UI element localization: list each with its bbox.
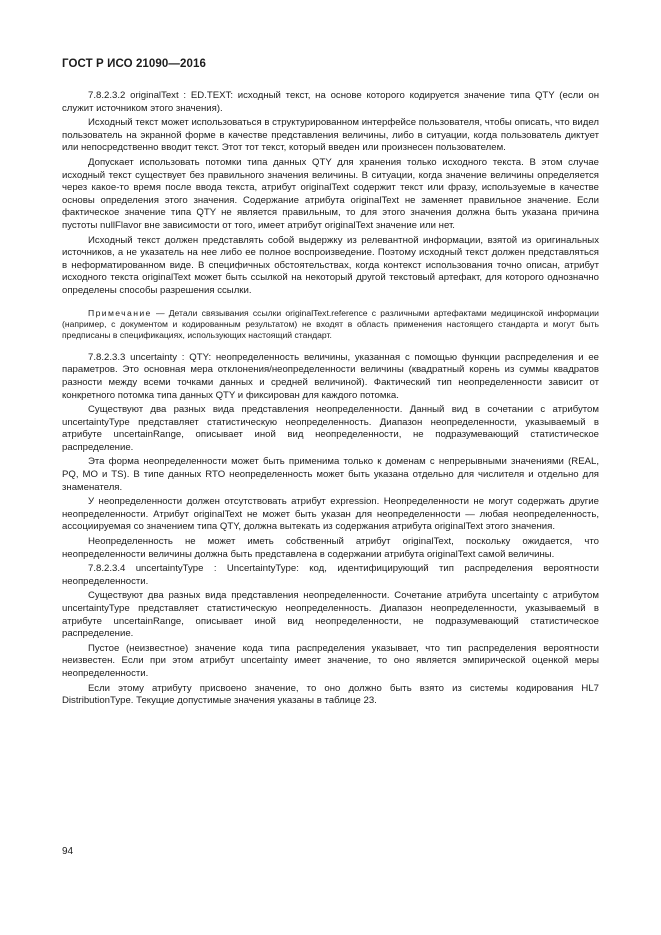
paragraph: Существуют два разных вида представления неопределенности. Данный вид в сочетании с атрибутом uncertaintyType представляет статистическую неопределенность. Диапазон неопределенности, указываемый в атрибуте uncertainRange, описывает иной вид неопределенности, не подразумевающий статистическое распределение. [62,404,599,453]
page-number: 94 [62,846,74,857]
document-body [62,90,599,710]
paragraph-uncertainty-definition: 7.8.2.3.3 uncertainty : QTY: неопределенность величины, указанная с помощью функции распределения и ее параметров. Это основная мера отклонения/неопределенности величины (квадратный корень из суммы квадратов разности между всеми точками данных и средней величиной). Фактический тип неопределенности зависит от конкретного потомка типа данных QTY и фиксирован для каждого потомка. [62,351,599,401]
note-label: Примечание [88,307,152,318]
paragraph-original-text-definition: 7.8.2.3.2 originalText : ED.TEXT: исходный текст, на основе которого кодируется значение типа QTY (если он служит источником этого значения). [62,90,599,114]
paragraph: Допускает использовать потомки типа данных QTY для хранения только исходного текста. В этом случае исходный текст существует без правильного значения величины. В ситуации, когда значение величины определяется через какое-то время после ввода текста, атрибут originalText содержит текст или фразу, используемые в качестве основы определения этого значения. Содержание атрибута originalText не заменяет правильное значение. Если фактическое значение типа QTY не является правильным, то для этого значения должна быть указана причина пустоты nullFlavor вне зависимости от того, имеет атрибут originalText значение или нет. [62,156,599,231]
paragraph: У неопределенности должен отсутствовать атрибут expression. Неопределенности не могут содержать другие неопределенности. Атрибут originalText не может быть указан для неопределенности — любая неопределенность, ассоциируемая со значением типа QTY, должна вытекать из содержания атрибута originalText этого значения. [62,496,599,533]
paragraph: Исходный текст должен представлять собой выдержку из релевантной информации, взятой из оригинальных источников, а не указатель на нее либо ее полное воспроизведение. Поэтому исходный текст должен представляться в неформатированном виде. В специфичных обстоятельствах, когда контекст использования точно описан, атрибут исходного текста originalText может быть ссылкой на некоторый другой текстовый артефакт, для которого однозначно определены способы разрешения ссылки. [62,234,599,296]
paragraph: Эта форма неопределенности может быть применима только к доменам с непрерывными значениями (REAL, PQ, MO и TS). В типе данных RTO неопределенность может быть указана отдельно для числителя и отдельно для знаменателя. [62,456,599,493]
paragraph-uncertainty-type-definition: 7.8.2.3.4 uncertaintyType : UncertaintyType: код, идентифицирующий тип распределения вероятности неопределенности. [62,563,599,587]
note [62,308,599,342]
paragraph: Неопределенность не может иметь собственный атрибут originalText, поскольку ожидается, что неопределенности величины должна быть представлена в содержании атрибута originalText самой величины. [62,536,599,560]
paragraph: Пустое (неизвестное) значение кода типа распределения указывает, что тип распределения вероятности неизвестен. Если при этом атрибут uncertainty имеет значение, то оно является эмпирической оценкой меры неопределенности. [62,642,599,679]
document-header: ГОСТ Р ИСО 21090—2016 [62,58,207,70]
note-text: — Детали связывания ссылки originalText.reference с различными артефактами медицинской информации (например, с документом и кодированным результатом) не входят в область применения настоящего стандарта и могут быть предписаны в спецификациях, использующих настоящий стандарт. [62,307,599,341]
paragraph: Если этому атрибуту присвоено значение, то оно должно быть взято из системы кодирования HL7 DistributionType. Текущие допустимые значения указаны в таблице 23. [62,682,599,707]
paragraph: Исходный текст может использоваться в структурированном интерфейсе пользователя, чтобы описать, что видел пользователь на экранной форме в качестве представления величины, либо в ситуации, когда пользователь диктует или непосредственно вводит текст. Этот тот текст, который введен или произнесен пользователем. [62,117,599,154]
paragraph: Существуют два разных вида представления неопределенности. Сочетание атрибута uncertainty с атрибутом uncertaintyType представляет статистическую неопределенность. Диапазон неопределенности, указываемый в атрибуте uncertainRange, описывает иной вид неопределенности, не подразумевающий статистическое распределение. [62,590,599,640]
